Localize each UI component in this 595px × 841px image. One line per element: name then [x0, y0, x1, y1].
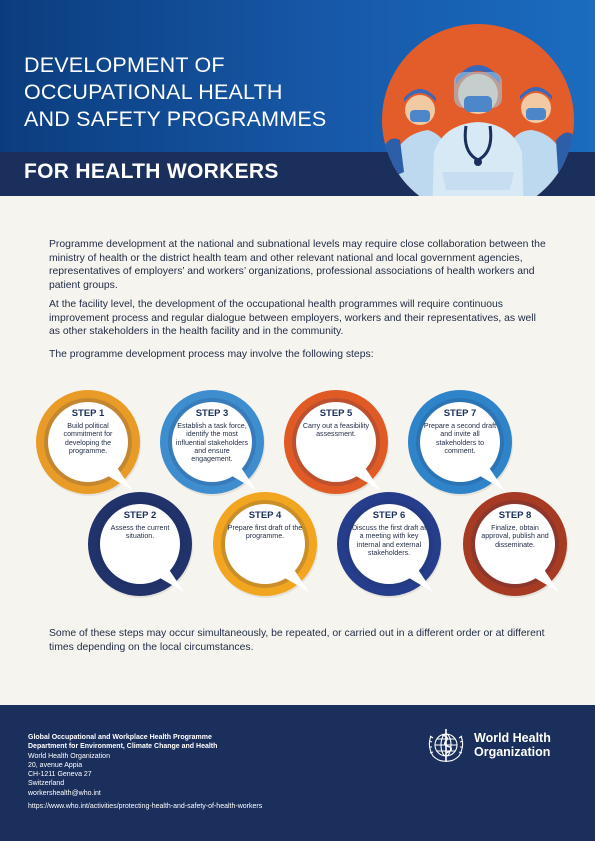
intro-paragraph: Programme development at the national and subnational levels may require close collaboration between the ministry of health or the district health team and other relevant national and local government agencies, representatives of employers’ and workers’ organizations, professional associations of health workers and patient groups.: [49, 239, 546, 291]
footer-programme: Global Occupational and Workplace Health Programme: [28, 734, 212, 741]
who-name-line-1: World Health: [474, 731, 551, 745]
who-emblem-icon: [425, 726, 467, 764]
step-label: STEP 8: [498, 510, 532, 521]
who-org-name: [474, 731, 551, 759]
health-workers-illustration: [380, 22, 576, 196]
footer-organization: World Health Organization: [28, 752, 110, 760]
title-line-3: AND SAFETY PROGRAMMES: [24, 107, 327, 131]
step-description: Prepare first draft of the programme.: [227, 524, 303, 541]
page-subtitle: FOR HEALTH WORKERS: [24, 160, 279, 183]
title-line-2: OCCUPATIONAL HEALTH: [24, 80, 283, 104]
step-label: STEP 3: [195, 408, 229, 419]
closing-paragraph: Some of these steps may occur simultaneously, be repeated, or carried out in a different order or at different times depending on the local circumstances.: [49, 628, 545, 653]
footer-url-link[interactable]: https://www.who.int/activities/protecting-health-and-safety-of-health-workers: [28, 803, 263, 811]
footer-email-link[interactable]: workershealth@who.int: [28, 789, 101, 797]
step-label: STEP 1: [71, 408, 105, 419]
step-description: Finalize, obtain approval, publish and disseminate.: [481, 524, 549, 549]
who-name-line-2: Organization: [474, 745, 551, 759]
title-line-1: DEVELOPMENT OF: [24, 53, 225, 77]
step-label: STEP 7: [443, 408, 477, 419]
page-title: [24, 52, 384, 133]
step-description: Carry out a feasibility assessment.: [302, 422, 370, 439]
step-8: [455, 484, 575, 604]
step-label: STEP 4: [248, 510, 282, 521]
step-4: [205, 484, 325, 604]
step-6: [329, 484, 449, 604]
step-description: Assess the current situation.: [110, 524, 170, 541]
footer-street: 20, avenue Appia: [28, 761, 83, 769]
step-label: STEP 5: [319, 408, 353, 419]
footer-contact: [28, 733, 262, 811]
step-description: Build political commitment for developing the programme.: [63, 422, 113, 455]
step-description: Establish a task force, identify the most influential stakeholders and ensure engagement.: [175, 422, 249, 464]
step-label: STEP 6: [372, 510, 406, 521]
step-description: Prepare a second draft and invite all stakeholders to comment.: [423, 422, 497, 455]
header-banner: [0, 0, 595, 196]
step-2: [80, 484, 200, 604]
step-label: STEP 2: [123, 510, 157, 521]
footer-department: Department for Environment, Climate Change and Health: [28, 743, 218, 751]
step-description: Discuss the first draft at a meeting with key internal and external stakeholders.: [351, 524, 427, 557]
facility-paragraph: At the facility level, the development of the occupational health programmes will require continuous improvement process and regular dialogue between employers, workers and their representatives, as well as other stakeholders in the health facility and in the community.: [49, 299, 536, 338]
steps-intro: The programme development process may involve the following steps:: [49, 349, 374, 360]
footer-country: Switzerland: [28, 780, 65, 788]
footer-city: CH-1211 Geneva 27: [28, 771, 92, 779]
